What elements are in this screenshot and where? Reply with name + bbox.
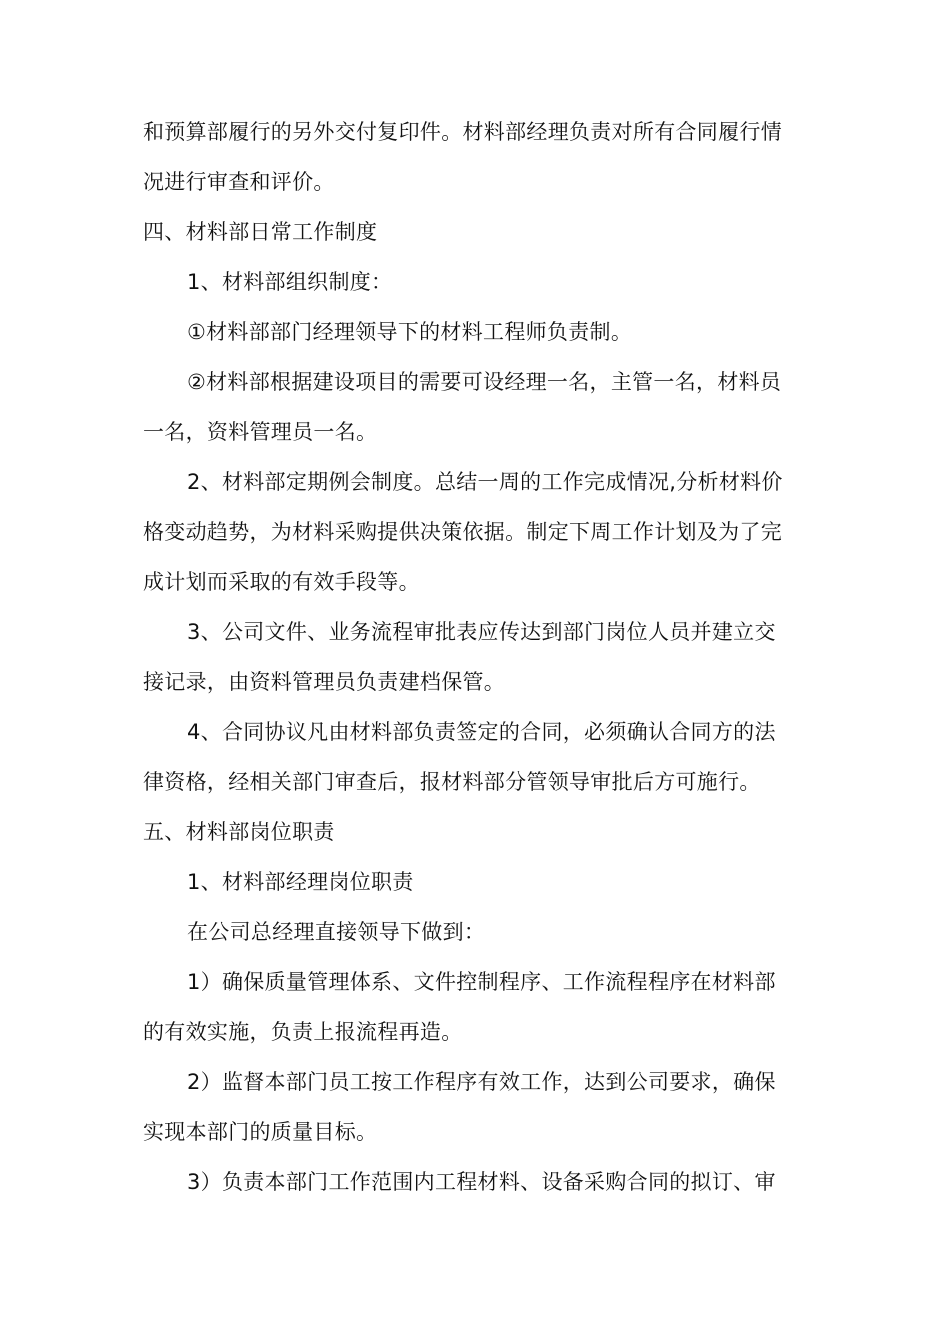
- text-line: 况进行审查和评价。: [143, 170, 335, 194]
- text-line: 3）负责本部门工作范围内工程材料、设备采购合同的拟订、审: [187, 1170, 776, 1194]
- text-line: ②材料部根据建设项目的需要可设经理一名，主管一名，材料员: [187, 370, 782, 394]
- text-line: 2）监督本部门员工按工作程序有效工作，达到公司要求，确保: [187, 1070, 776, 1094]
- section-heading: 四、材料部日常工作制度: [143, 220, 378, 244]
- text-line: 实现本部门的质量目标。: [143, 1120, 378, 1144]
- text-line: 一名，资料管理员一名。: [143, 420, 378, 444]
- text-line: 在公司总经理直接领导下做到：: [187, 920, 486, 944]
- subsection-heading: 1、材料部经理岗位职责: [187, 870, 414, 894]
- text-line: ①材料部部门经理领导下的材料工程师负责制。: [187, 320, 633, 344]
- text-line: 和预算部履行的另外交付复印件。材料部经理负责对所有合同履行情: [143, 120, 782, 144]
- text-line: 格变动趋势，为材料采购提供决策依据。制定下周工作计划及为了完: [143, 520, 782, 544]
- text-line: 2、材料部定期例会制度。总结一周的工作完成情况,分析材料价: [187, 470, 783, 494]
- subsection-heading: 1、材料部组织制度：: [187, 270, 393, 294]
- text-line: 成计划而采取的有效手段等。: [143, 570, 420, 594]
- section-heading: 五、材料部岗位职责: [143, 820, 335, 844]
- text-line: 1）确保质量管理体系、文件控制程序、工作流程程序在材料部: [187, 970, 776, 994]
- text-line: 4、合同协议凡由材料部负责签定的合同，必须确认合同方的法: [187, 720, 776, 744]
- text-line: 的有效实施，负责上报流程再造。: [143, 1020, 463, 1044]
- text-line: 3、公司文件、业务流程审批表应传达到部门岗位人员并建立交: [187, 620, 776, 644]
- text-line: 律资格，经相关部门审查后，报材料部分管领导审批后方可施行。: [143, 770, 761, 794]
- text-line: 接记录，由资料管理员负责建档保管。: [143, 670, 506, 694]
